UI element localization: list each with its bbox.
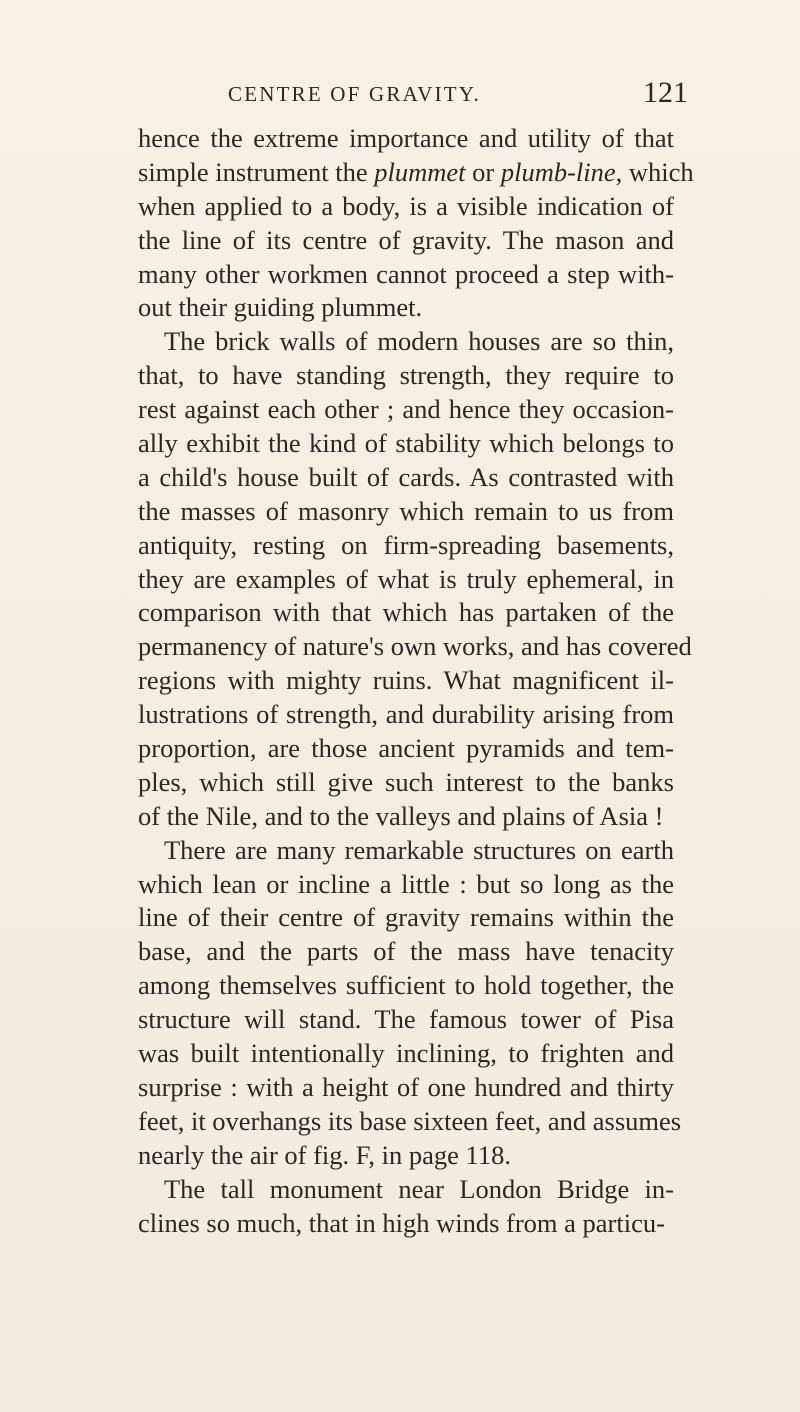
text-line [138, 393, 674, 427]
text-line [138, 224, 674, 258]
text-segment: they are examples of what is truly ephemeral, in [138, 563, 674, 594]
paragraph [138, 325, 692, 833]
text-line [138, 630, 692, 664]
text-line [138, 461, 674, 495]
text-line [138, 1173, 674, 1207]
text-line [138, 427, 674, 461]
italic-term: plumb-line [500, 156, 616, 187]
text-segment: comparison with that which has partaken of the [138, 597, 674, 628]
text-line [138, 563, 674, 597]
text-segment: a child's house built of cards. As contrasted with [138, 461, 674, 492]
text-line [138, 495, 674, 529]
paragraph [138, 122, 694, 325]
text-line [138, 901, 674, 935]
text-segment: line of their centre of gravity remains within the [138, 902, 674, 933]
text-line [138, 1003, 674, 1037]
running-head-title: CENTRE OF GRAVITY. [228, 82, 481, 106]
text-line [138, 156, 694, 190]
text-line [138, 291, 674, 325]
text-segment: of the Nile, and to the valleys and plains of Asia ! [138, 800, 664, 831]
text-line [138, 1139, 674, 1173]
text-segment: There are many remarkable structures on earth [164, 834, 674, 865]
paragraph [138, 834, 682, 1173]
text-line [138, 834, 674, 868]
text-segment: regions with mighty ruins. What magnificent il- [138, 665, 674, 696]
text-line [138, 766, 674, 800]
text-segment: that, to have standing strength, they require to [138, 360, 674, 391]
text-segment: many other workmen cannot proceed a step with- [138, 258, 674, 289]
text-segment: the line of its centre of gravity. The mason and [138, 224, 674, 255]
text-line [138, 1037, 674, 1071]
text-segment: nearly the air of fig. F, in page 118. [138, 1139, 511, 1170]
text-line [138, 529, 674, 563]
text-line [138, 596, 674, 630]
paragraph [138, 1173, 674, 1241]
body-text [138, 122, 694, 1240]
text-segment: , which [615, 156, 694, 187]
text-line [138, 1071, 674, 1105]
text-segment: surprise : with a height of one hundred and thirty [138, 1071, 674, 1102]
text-line [138, 969, 674, 1003]
text-segment: the masses of masonry which remain to us from [138, 495, 674, 526]
text-segment: feet, it overhangs its base sixteen feet, and assumes [138, 1105, 682, 1136]
text-line [138, 359, 674, 393]
text-line [138, 325, 674, 359]
text-segment: hence the extreme importance and utility of that [138, 123, 674, 153]
text-line [138, 190, 674, 224]
text-segment: simple instrument the [138, 156, 375, 187]
text-line [138, 868, 674, 902]
text-segment: The tall monument near London Bridge in- [164, 1173, 674, 1204]
text-segment: rest against each other ; and hence they occasion- [138, 394, 674, 425]
text-segment: among themselves sufficient to hold together, the [138, 970, 674, 1001]
italic-term: plummet [374, 156, 466, 187]
text-line [138, 935, 674, 969]
text-segment: when applied to a body, is a visible indication of [138, 190, 674, 221]
text-segment: out their guiding plummet. [138, 292, 423, 323]
text-line [138, 664, 674, 698]
text-segment: or [465, 156, 501, 187]
text-segment: which lean or incline a little : but so long as the [138, 868, 674, 899]
text-segment: The brick walls of modern houses are so thin, [164, 326, 674, 357]
text-segment: was built intentionally inclining, to frighten and [138, 1038, 674, 1069]
text-line [138, 732, 674, 766]
text-segment: structure will stand. The famous tower of Pisa [138, 1004, 674, 1035]
text-segment: clines so much, that in high winds from a particu- [138, 1207, 665, 1238]
text-segment: ally exhibit the kind of stability which belongs to [138, 428, 674, 459]
text-line [138, 698, 674, 732]
text-segment: lustrations of strength, and durability arising from [138, 699, 674, 730]
text-segment: base, and the parts of the mass have tenacity [138, 936, 674, 967]
text-segment: antiquity, resting on firm-spreading basements, [138, 529, 674, 560]
page-number: 121 [643, 76, 688, 109]
running-head [228, 76, 688, 122]
text-line [138, 1207, 674, 1241]
text-segment: proportion, are those ancient pyramids and tem- [138, 733, 674, 764]
text-segment: ples, which still give such interest to the banks [138, 766, 674, 797]
text-line [138, 122, 674, 156]
text-line [138, 1105, 682, 1139]
text-segment: permanency of nature's own works, and has covered [138, 631, 692, 662]
text-line [138, 258, 674, 292]
text-line [138, 800, 674, 834]
